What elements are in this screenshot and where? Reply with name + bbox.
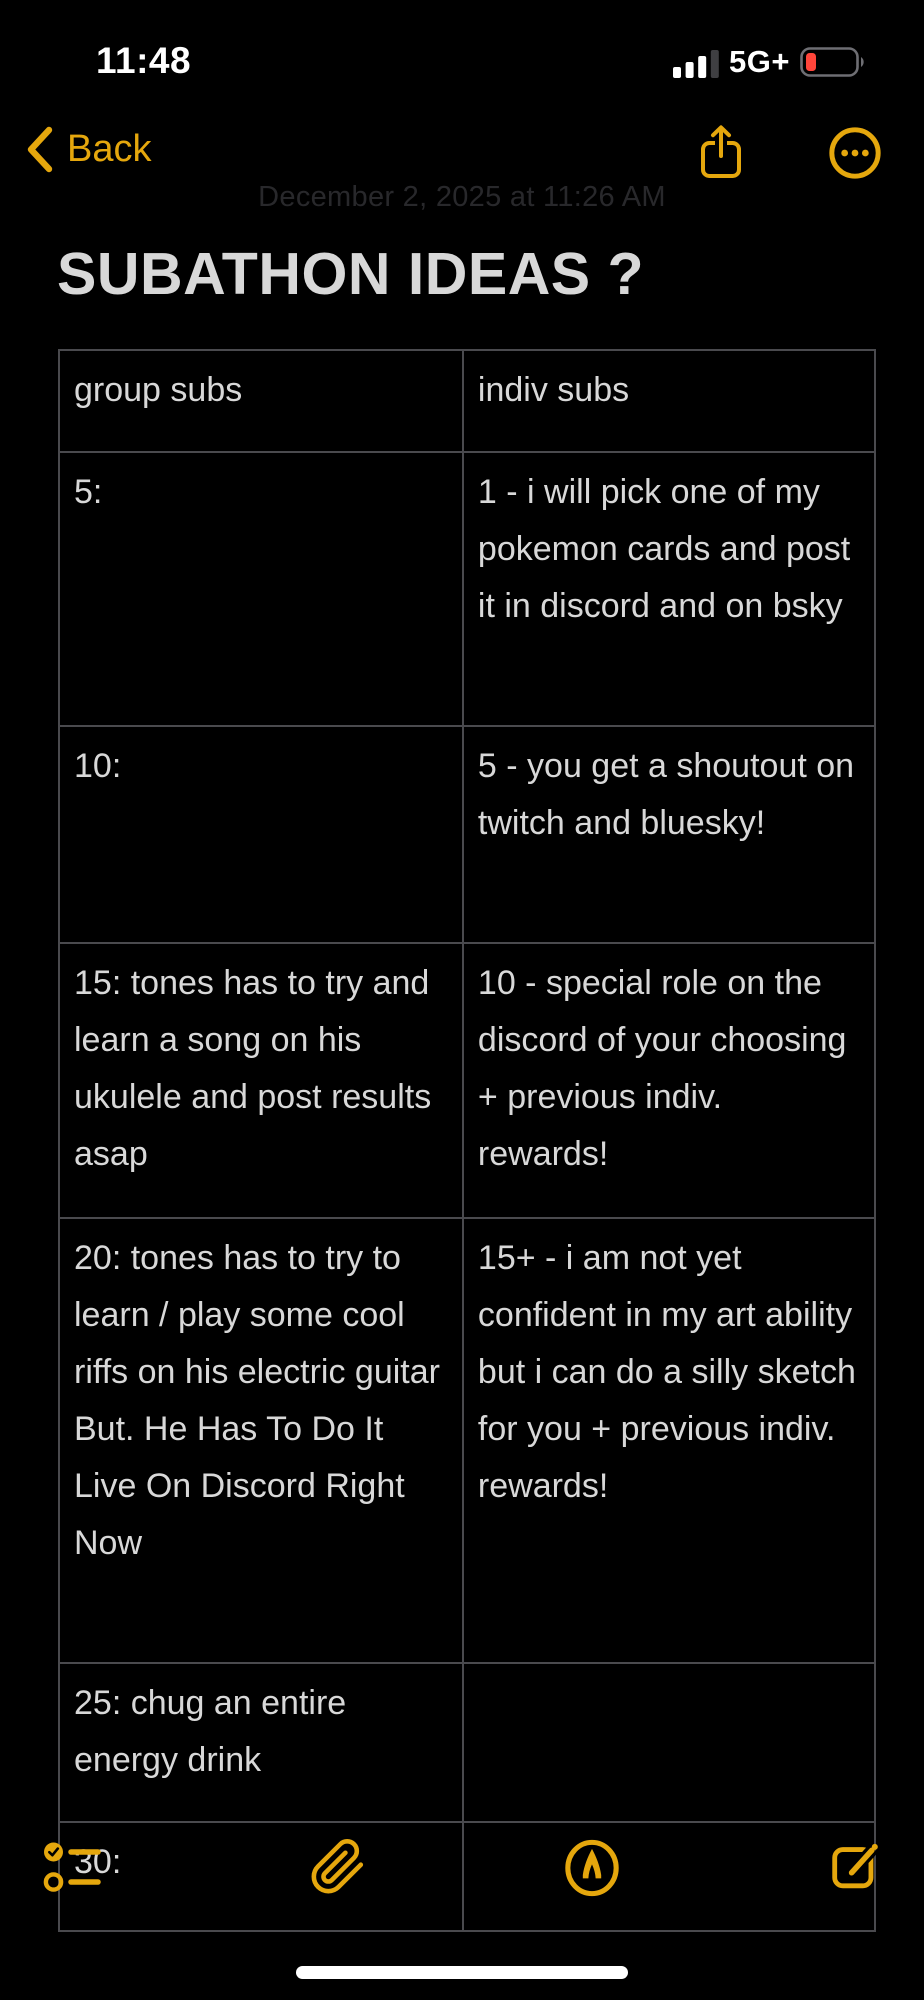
table-cell[interactable]: 10 - special role on the discord of your choosing + previous indiv. rewards! bbox=[463, 943, 875, 1218]
note-table bbox=[58, 349, 876, 1932]
table-row bbox=[59, 726, 875, 943]
compose-icon[interactable] bbox=[826, 1836, 884, 1896]
table-cell[interactable]: 30: bbox=[59, 1822, 463, 1931]
table-row bbox=[59, 943, 875, 1218]
markup-icon[interactable] bbox=[563, 1837, 621, 1899]
paperclip-icon[interactable] bbox=[309, 1836, 367, 1898]
table-row bbox=[59, 452, 875, 726]
table-cell[interactable]: 15: tones has to try and learn a song on his ukulele and post results asap bbox=[59, 943, 463, 1218]
table-cell[interactable]: 20: tones has to try to learn / play some cool riffs on his electric guitar But. He Has To Do It Live On Discord Right Now bbox=[59, 1218, 463, 1663]
table-cell[interactable]: 5 - you get a shoutout on twitch and bluesky! bbox=[463, 726, 875, 943]
table-header-cell[interactable]: group subs bbox=[59, 350, 463, 452]
table-header-row bbox=[59, 350, 875, 452]
note-title[interactable]: SUBATHON IDEAS ? bbox=[57, 241, 645, 307]
table-cell[interactable]: 1 - i will pick one of my pokemon cards and post it in discord and on bsky bbox=[463, 452, 875, 726]
table-cell[interactable] bbox=[463, 1822, 875, 1931]
status-time: 11:48 bbox=[96, 40, 192, 81]
back-button[interactable] bbox=[26, 126, 151, 173]
cellular-signal-icon bbox=[673, 46, 719, 78]
table-cell[interactable]: 10: bbox=[59, 726, 463, 943]
status-right-cluster bbox=[673, 44, 866, 80]
table-cell[interactable]: 5: bbox=[59, 452, 463, 726]
ellipsis-circle-icon[interactable] bbox=[828, 126, 882, 180]
table-header-cell[interactable]: indiv subs bbox=[463, 350, 875, 452]
table-row bbox=[59, 1822, 875, 1931]
table-row bbox=[59, 1218, 875, 1663]
checklist-icon[interactable] bbox=[43, 1841, 101, 1893]
nav-actions bbox=[698, 124, 882, 182]
table-cell[interactable]: 25: chug an entire energy drink bbox=[59, 1663, 463, 1822]
back-button-label: Back bbox=[67, 128, 152, 170]
table-row bbox=[59, 1663, 875, 1822]
share-icon[interactable] bbox=[698, 124, 744, 182]
home-indicator[interactable] bbox=[296, 1966, 628, 1979]
table-cell[interactable] bbox=[463, 1663, 875, 1822]
network-type-label: 5G+ bbox=[729, 44, 790, 79]
battery-icon bbox=[800, 46, 866, 78]
table-cell[interactable]: 15+ - i am not yet confident in my art ability but i can do a silly sketch for you + previous indiv. rewards! bbox=[463, 1218, 875, 1663]
chevron-left-icon bbox=[26, 126, 53, 173]
note-date: December 2, 2025 at 11:26 AM bbox=[258, 181, 666, 213]
